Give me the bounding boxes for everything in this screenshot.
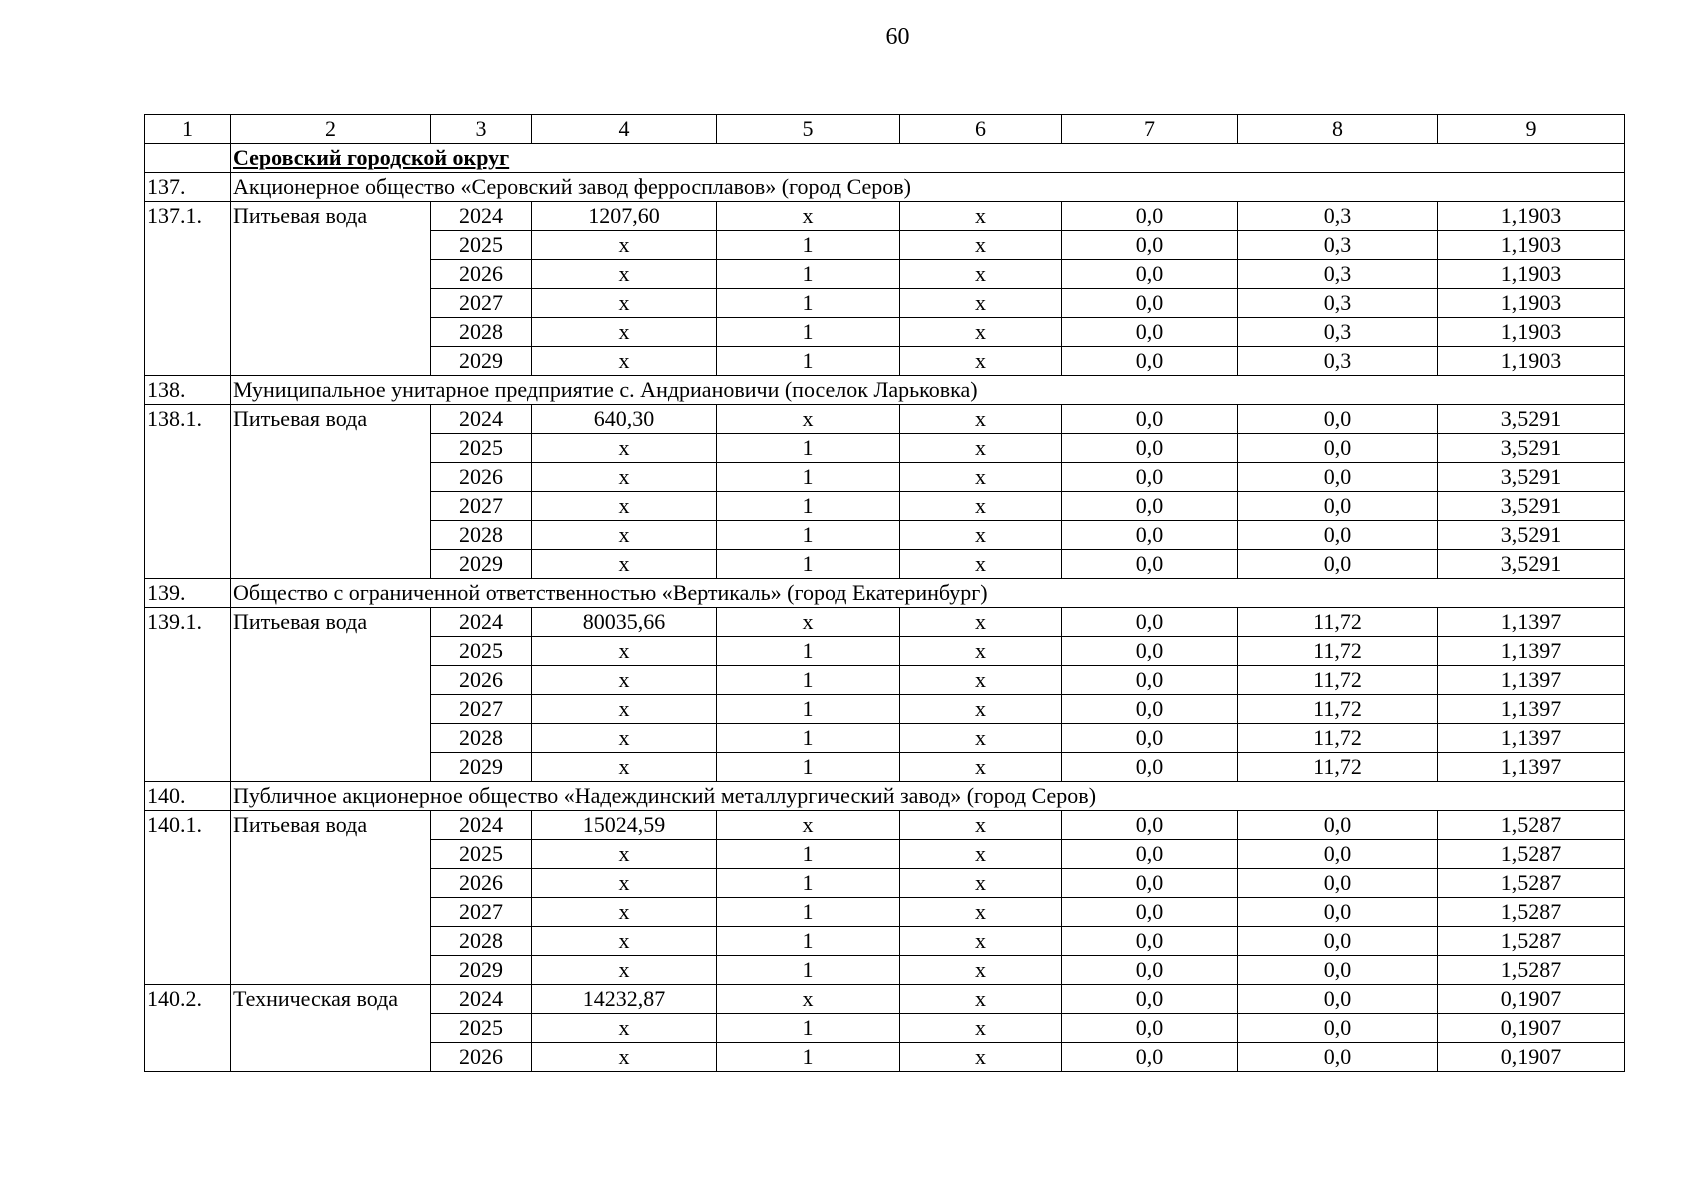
cell-volume: x (532, 521, 717, 550)
cell-col-7: 0,0 (1062, 608, 1238, 637)
cell-col-8: 11,72 (1238, 608, 1438, 637)
cell-col-9: 1,5287 (1438, 869, 1625, 898)
cell-year: 2028 (431, 521, 532, 550)
cell-volume: x (532, 1043, 717, 1072)
cell-col-7: 0,0 (1062, 231, 1238, 260)
cell-col-7: 0,0 (1062, 1014, 1238, 1043)
cell-year: 2024 (431, 811, 532, 840)
cell-volume: x (532, 260, 717, 289)
cell-col-9: 1,1397 (1438, 753, 1625, 782)
cell-col-5: 1 (717, 869, 900, 898)
organization-number: 138. (145, 376, 231, 405)
cell-volume: x (532, 724, 717, 753)
cell-volume: x (532, 434, 717, 463)
cell-col-8: 0,0 (1238, 1043, 1438, 1072)
cell-col-7: 0,0 (1062, 695, 1238, 724)
cell-col-5: 1 (717, 550, 900, 579)
cell-col-7: 0,0 (1062, 869, 1238, 898)
column-number-2: 2 (231, 115, 431, 144)
item-name: Техническая вода (231, 985, 431, 1072)
item-name: Питьевая вода (231, 608, 431, 782)
column-number-9: 9 (1438, 115, 1625, 144)
cell-col-6: x (900, 927, 1062, 956)
cell-col-9: 1,1903 (1438, 202, 1625, 231)
cell-col-7: 0,0 (1062, 811, 1238, 840)
cell-volume: x (532, 869, 717, 898)
cell-col-5: x (717, 608, 900, 637)
column-number-6: 6 (900, 115, 1062, 144)
cell-volume: x (532, 463, 717, 492)
cell-col-6: x (900, 840, 1062, 869)
cell-year: 2024 (431, 985, 532, 1014)
cell-col-8: 0,0 (1238, 956, 1438, 985)
cell-volume: 15024,59 (532, 811, 717, 840)
cell-col-8: 0,3 (1238, 347, 1438, 376)
cell-year: 2027 (431, 695, 532, 724)
cell-col-9: 3,5291 (1438, 434, 1625, 463)
cell-col-7: 0,0 (1062, 521, 1238, 550)
organization-number: 137. (145, 173, 231, 202)
cell-col-5: 1 (717, 637, 900, 666)
cell-col-7: 0,0 (1062, 202, 1238, 231)
item-number: 140.2. (145, 985, 231, 1072)
cell-col-8: 0,0 (1238, 927, 1438, 956)
cell-col-6: x (900, 550, 1062, 579)
table-row (145, 985, 1625, 1014)
cell-year: 2029 (431, 550, 532, 579)
cell-col-9: 1,5287 (1438, 927, 1625, 956)
cell-col-6: x (900, 289, 1062, 318)
cell-col-7: 0,0 (1062, 318, 1238, 347)
cell-col-6: x (900, 956, 1062, 985)
cell-col-5: 1 (717, 666, 900, 695)
table-row (145, 811, 1625, 840)
cell-volume: x (532, 956, 717, 985)
cell-col-9: 1,1903 (1438, 289, 1625, 318)
cell-year: 2026 (431, 463, 532, 492)
cell-col-8: 0,3 (1238, 202, 1438, 231)
cell-col-5: x (717, 985, 900, 1014)
cell-year: 2025 (431, 434, 532, 463)
cell-year: 2026 (431, 260, 532, 289)
cell-col-5: 1 (717, 695, 900, 724)
cell-year: 2029 (431, 753, 532, 782)
cell-volume: 640,30 (532, 405, 717, 434)
cell-year: 2025 (431, 637, 532, 666)
organization-name: Акционерное общество «Серовский завод ферросплавов» (город Серов) (231, 173, 1625, 202)
cell-volume: x (532, 550, 717, 579)
cell-year: 2025 (431, 840, 532, 869)
cell-col-8: 0,3 (1238, 289, 1438, 318)
item-number: 137.1. (145, 202, 231, 376)
cell-col-9: 1,1397 (1438, 608, 1625, 637)
cell-year: 2026 (431, 666, 532, 695)
cell-col-9: 1,1397 (1438, 637, 1625, 666)
cell-col-9: 1,1397 (1438, 666, 1625, 695)
cell-col-8: 0,0 (1238, 463, 1438, 492)
cell-volume: x (532, 695, 717, 724)
cell-col-9: 1,1903 (1438, 347, 1625, 376)
cell-col-7: 0,0 (1062, 405, 1238, 434)
cell-col-5: 1 (717, 318, 900, 347)
organization-row (145, 579, 1625, 608)
organization-name: Публичное акционерное общество «Надеждинский металлургический завод» (город Серов) (231, 782, 1625, 811)
cell-col-7: 0,0 (1062, 260, 1238, 289)
cell-col-6: x (900, 753, 1062, 782)
cell-col-9: 0,1907 (1438, 1043, 1625, 1072)
organization-row (145, 173, 1625, 202)
cell-col-6: x (900, 985, 1062, 1014)
tariff-table (144, 114, 1625, 1072)
cell-col-9: 3,5291 (1438, 405, 1625, 434)
cell-volume: 80035,66 (532, 608, 717, 637)
cell-col-9: 3,5291 (1438, 492, 1625, 521)
cell-year: 2027 (431, 289, 532, 318)
cell-volume: x (532, 840, 717, 869)
cell-year: 2025 (431, 1014, 532, 1043)
cell-year: 2024 (431, 202, 532, 231)
cell-col-5: 1 (717, 347, 900, 376)
cell-col-6: x (900, 811, 1062, 840)
cell-col-8: 11,72 (1238, 695, 1438, 724)
district-title: Серовский городской округ (231, 144, 1625, 173)
cell-col-6: x (900, 637, 1062, 666)
cell-col-5: 1 (717, 956, 900, 985)
cell-col-5: x (717, 405, 900, 434)
column-number-7: 7 (1062, 115, 1238, 144)
cell-col-9: 1,1903 (1438, 318, 1625, 347)
cell-col-7: 0,0 (1062, 724, 1238, 753)
cell-col-6: x (900, 434, 1062, 463)
cell-col-5: 1 (717, 1043, 900, 1072)
cell-volume: 14232,87 (532, 985, 717, 1014)
district-row (145, 144, 1625, 173)
column-number-header-row (145, 115, 1625, 144)
cell-volume: x (532, 1014, 717, 1043)
cell-year: 2024 (431, 405, 532, 434)
cell-col-6: x (900, 695, 1062, 724)
column-number-3: 3 (431, 115, 532, 144)
cell-volume: x (532, 318, 717, 347)
cell-year: 2028 (431, 724, 532, 753)
cell-col-7: 0,0 (1062, 956, 1238, 985)
cell-col-6: x (900, 869, 1062, 898)
organization-number: 139. (145, 579, 231, 608)
cell-col-9: 1,1903 (1438, 260, 1625, 289)
cell-volume: x (532, 753, 717, 782)
cell-col-6: x (900, 724, 1062, 753)
cell-col-8: 0,0 (1238, 840, 1438, 869)
cell-col-7: 0,0 (1062, 898, 1238, 927)
cell-col-7: 0,0 (1062, 289, 1238, 318)
cell-col-8: 0,0 (1238, 405, 1438, 434)
cell-col-5: 1 (717, 724, 900, 753)
cell-col-7: 0,0 (1062, 550, 1238, 579)
cell-col-7: 0,0 (1062, 637, 1238, 666)
cell-col-7: 0,0 (1062, 927, 1238, 956)
cell-col-7: 0,0 (1062, 434, 1238, 463)
cell-col-5: 1 (717, 463, 900, 492)
cell-col-8: 0,3 (1238, 318, 1438, 347)
organization-row (145, 782, 1625, 811)
cell-year: 2027 (431, 492, 532, 521)
page-number: 60 (885, 24, 910, 50)
cell-year: 2029 (431, 956, 532, 985)
cell-col-8: 0,0 (1238, 550, 1438, 579)
cell-col-5: 1 (717, 260, 900, 289)
cell-year: 2026 (431, 869, 532, 898)
cell-col-9: 3,5291 (1438, 521, 1625, 550)
cell-col-6: x (900, 608, 1062, 637)
cell-col-6: x (900, 492, 1062, 521)
cell-volume: 1207,60 (532, 202, 717, 231)
column-number-1: 1 (145, 115, 231, 144)
cell-col-6: x (900, 260, 1062, 289)
item-name: Питьевая вода (231, 405, 431, 579)
cell-year: 2026 (431, 1043, 532, 1072)
cell-year: 2029 (431, 347, 532, 376)
cell-col-8: 0,0 (1238, 985, 1438, 1014)
cell-col-6: x (900, 347, 1062, 376)
cell-col-5: 1 (717, 231, 900, 260)
cell-col-8: 0,0 (1238, 434, 1438, 463)
organization-name: Муниципальное унитарное предприятие с. Андриановичи (поселок Ларьковка) (231, 376, 1625, 405)
cell-col-9: 1,1397 (1438, 724, 1625, 753)
cell-col-8: 0,0 (1238, 811, 1438, 840)
cell-col-5: x (717, 811, 900, 840)
cell-col-7: 0,0 (1062, 1043, 1238, 1072)
cell-col-9: 1,5287 (1438, 898, 1625, 927)
cell-col-5: 1 (717, 434, 900, 463)
cell-col-7: 0,0 (1062, 666, 1238, 695)
cell-year: 2028 (431, 927, 532, 956)
cell-col-7: 0,0 (1062, 753, 1238, 782)
cell-col-8: 0,0 (1238, 869, 1438, 898)
cell-col-7: 0,0 (1062, 347, 1238, 376)
cell-col-9: 3,5291 (1438, 550, 1625, 579)
cell-col-7: 0,0 (1062, 985, 1238, 1014)
cell-col-7: 0,0 (1062, 840, 1238, 869)
cell-volume: x (532, 927, 717, 956)
cell-volume: x (532, 231, 717, 260)
cell-col-8: 0,0 (1238, 521, 1438, 550)
organization-number: 140. (145, 782, 231, 811)
table-body (145, 115, 1625, 1072)
cell-col-6: x (900, 666, 1062, 695)
cell-col-8: 11,72 (1238, 753, 1438, 782)
cell-year: 2025 (431, 231, 532, 260)
cell-volume: x (532, 637, 717, 666)
item-name: Питьевая вода (231, 202, 431, 376)
cell-col-6: x (900, 1014, 1062, 1043)
cell-col-7: 0,0 (1062, 463, 1238, 492)
organization-row (145, 376, 1625, 405)
cell-col-9: 0,1907 (1438, 1014, 1625, 1043)
cell-col-6: x (900, 1043, 1062, 1072)
cell-col-6: x (900, 405, 1062, 434)
cell-volume: x (532, 347, 717, 376)
cell-volume: x (532, 666, 717, 695)
cell-col-5: x (717, 202, 900, 231)
cell-col-9: 1,5287 (1438, 840, 1625, 869)
cell-col-5: 1 (717, 521, 900, 550)
cell-col-9: 1,1397 (1438, 695, 1625, 724)
cell-col-6: x (900, 898, 1062, 927)
item-number: 140.1. (145, 811, 231, 985)
cell-col-5: 1 (717, 1014, 900, 1043)
column-number-8: 8 (1238, 115, 1438, 144)
cell-volume: x (532, 289, 717, 318)
table-row (145, 405, 1625, 434)
item-number: 139.1. (145, 608, 231, 782)
cell-col-8: 0,0 (1238, 492, 1438, 521)
organization-name: Общество с ограниченной ответственностью «Вертикаль» (город Екатеринбург) (231, 579, 1625, 608)
cell-col-8: 0,3 (1238, 231, 1438, 260)
cell-col-8: 0,3 (1238, 260, 1438, 289)
table-row (145, 608, 1625, 637)
cell-col-9: 0,1907 (1438, 985, 1625, 1014)
cell-volume: x (532, 898, 717, 927)
column-number-4: 4 (532, 115, 717, 144)
cell-col-8: 11,72 (1238, 724, 1438, 753)
cell-col-6: x (900, 521, 1062, 550)
cell-col-6: x (900, 231, 1062, 260)
district-spacer-cell (145, 144, 231, 173)
cell-col-8: 0,0 (1238, 898, 1438, 927)
cell-col-9: 3,5291 (1438, 463, 1625, 492)
cell-year: 2028 (431, 318, 532, 347)
cell-col-5: 1 (717, 927, 900, 956)
cell-col-5: 1 (717, 753, 900, 782)
cell-col-9: 1,1903 (1438, 231, 1625, 260)
cell-year: 2027 (431, 898, 532, 927)
cell-col-5: 1 (717, 840, 900, 869)
cell-col-5: 1 (717, 492, 900, 521)
cell-col-7: 0,0 (1062, 492, 1238, 521)
cell-col-8: 0,0 (1238, 1014, 1438, 1043)
cell-col-9: 1,5287 (1438, 811, 1625, 840)
cell-col-6: x (900, 202, 1062, 231)
item-number: 138.1. (145, 405, 231, 579)
cell-col-6: x (900, 463, 1062, 492)
column-number-5: 5 (717, 115, 900, 144)
cell-col-6: x (900, 318, 1062, 347)
cell-col-8: 11,72 (1238, 637, 1438, 666)
cell-col-5: 1 (717, 898, 900, 927)
table-row (145, 202, 1625, 231)
cell-col-5: 1 (717, 289, 900, 318)
cell-volume: x (532, 492, 717, 521)
cell-col-9: 1,5287 (1438, 956, 1625, 985)
cell-col-8: 11,72 (1238, 666, 1438, 695)
item-name: Питьевая вода (231, 811, 431, 985)
cell-year: 2024 (431, 608, 532, 637)
